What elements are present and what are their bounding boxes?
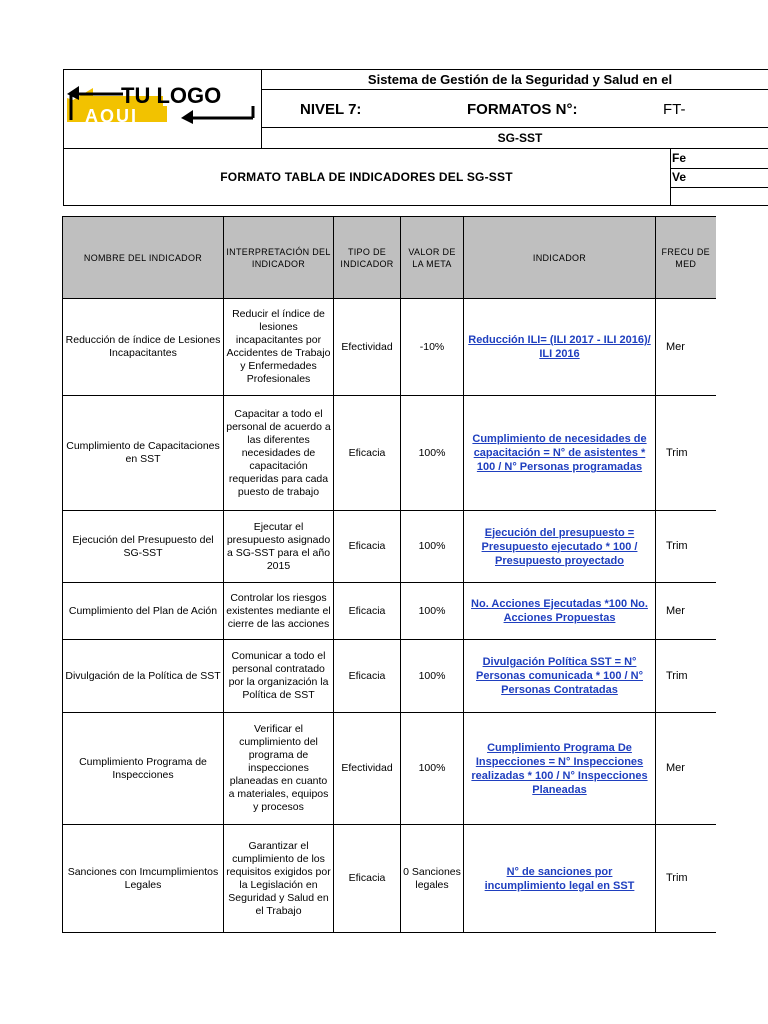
cell-indicador-link[interactable]: No. Acciones Ejecutadas *100 No. Acciones Propuestas [464,583,656,640]
cell-name: Reducción de índice de Lesiones Incapacitantes [63,299,224,396]
cell-interp: Ejecutar el presupuesto asignado a SG-SST para el año 2015 [224,511,334,583]
table-row [63,640,716,713]
cell-name: Cumplimiento de Capacitaciones en SST [63,396,224,511]
cell-indicador-link[interactable]: Cumplimiento de necesidades de capacitación = N° de asistentes * 100 / N° Personas programadas [464,396,656,511]
cell-tipo: Eficacia [334,396,401,511]
cell-freq: Mer [656,299,716,396]
cell-indicador-link[interactable]: Reducción ILI= (ILI 2017 - ILI 2016)/ ILI 2016 [464,299,656,396]
cell-indicador-link[interactable]: N° de sanciones por incumplimiento legal en SST [464,825,656,933]
document-title: FORMATO TABLA DE INDICADORES DEL SG-SST [220,170,513,184]
table-row [63,583,716,640]
col-header-meta: VALOR DE LA META [401,217,464,299]
cell-indicador-link[interactable]: Ejecución del presupuesto = Presupuesto ejecutado * 100 / Presupuesto proyectado [464,511,656,583]
cell-freq: Mer [656,713,716,825]
side-divider [670,148,671,206]
cell-name: Cumplimiento Programa de Inspecciones [63,713,224,825]
fecha-label: Fe [672,151,687,165]
cell-meta: 100% [401,396,464,511]
table-row [63,299,716,396]
cell-meta: 100% [401,713,464,825]
format-code: FT- [663,101,686,118]
col-header-name: NOMBRE DEL INDICADOR [63,217,224,299]
cell-name: Sanciones con Imcumplimientos Legales [63,825,224,933]
cell-tipo: Eficacia [334,511,401,583]
table-row [63,713,716,825]
cell-tipo: Eficacia [334,640,401,713]
cell-interp: Controlar los riesgos existentes mediante el cierre de las acciones [224,583,334,640]
cell-meta: 0 Sanciones legales [401,825,464,933]
table-row [63,396,716,511]
logo-text-1: TU LOGO [121,83,222,108]
cell-name: Ejecución del Presupuesto del SG-SST [63,511,224,583]
cell-tipo: Eficacia [334,583,401,640]
col-header-freq: FRECU DE MED [656,217,716,299]
cell-indicador-link[interactable]: Cumplimiento Programa De Inspecciones = N° Inspecciones realizadas * 100 / N° Inspecciones Planeadas [464,713,656,825]
sgsst-label: SG-SST [497,131,543,145]
cell-tipo: Efectividad [334,299,401,396]
cell-freq: Mer [656,583,716,640]
cell-interp: Verificar el cumplimiento del programa de inspecciones planeadas en cuanto a materiales, equipos y procesos [224,713,334,825]
cell-meta: 100% [401,583,464,640]
table-header-row [63,217,716,299]
cell-tipo: Efectividad [334,713,401,825]
nivel-label: NIVEL 7: [300,101,362,118]
cell-meta: 100% [401,640,464,713]
side-row-border-2 [670,187,768,188]
cell-freq: Trim [656,511,716,583]
logo-arrow-icon [63,70,261,148]
company-logo [63,70,261,148]
cell-interp: Capacitar a todo el personal de acuerdo a las diferentes necesidades de capacitación requeridas para cada puesto de trabajo [224,396,334,511]
cell-interp: Comunicar a todo el personal contratado por la organización la Política de SST [224,640,334,713]
cell-meta: 100% [401,511,464,583]
cell-name: Divulgación de la Política de SST [63,640,224,713]
cell-tipo: Eficacia [334,825,401,933]
cell-freq: Trim [656,825,716,933]
version-label: Ve [672,170,687,184]
table-row [63,825,716,933]
cell-interp: Garantizar el cumplimiento de los requisitos exigidos por la Legislación en Seguridad y Salud en el Trabajo [224,825,334,933]
formatos-label: FORMATOS N°: [467,101,578,118]
col-header-tipo: TIPO DE INDICADOR [334,217,401,299]
cell-freq: Trim [656,396,716,511]
system-title: Sistema de Gestión de la Seguridad y Salud en el [367,72,673,87]
logo-divider [261,69,262,149]
cell-name: Cumplimiento del Plan de Ación [63,583,224,640]
cell-indicador-link[interactable]: Divulgación Política SST = N° Personas comunicada * 100 / N° Personas Contratadas [464,640,656,713]
cell-interp: Reducir el índice de lesiones incapacitantes por Accidentes de Trabajo y Enfermedades Profesionales [224,299,334,396]
cell-meta: -10% [401,299,464,396]
table-row [63,511,716,583]
col-header-interp: INTERPRETACIÓN DEL INDICADOR [224,217,334,299]
col-header-indicador: INDICADOR [464,217,656,299]
indicators-table [62,216,716,933]
logo-text-2: AQUI [85,106,138,126]
cell-freq: Trim [656,640,716,713]
